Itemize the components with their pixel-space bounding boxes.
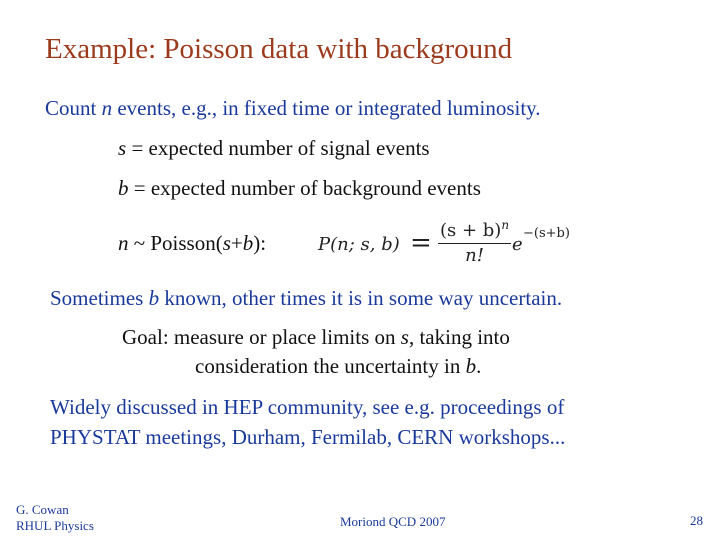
poisson-post: ): xyxy=(253,231,267,255)
slide-title: Example: Poisson data with background xyxy=(45,33,513,65)
goal-line-2 xyxy=(195,354,481,379)
var-b4: b xyxy=(465,354,477,378)
goal-line-1-pre: Goal: measure or place limits on xyxy=(122,325,401,349)
footer-author-name: G. Cowan xyxy=(16,502,69,517)
line-b-uncertain xyxy=(50,286,562,311)
line-signal-text: = expected number of signal events xyxy=(126,136,430,160)
line-count-events-pre: Count xyxy=(45,96,102,120)
formula-numerator-base: (s + b) xyxy=(440,220,502,241)
formula-numerator-exp: n xyxy=(501,218,510,232)
poisson-mid1: ~ Poisson( xyxy=(128,231,223,255)
var-b3: b xyxy=(148,286,160,310)
line-b-uncertain-post: known, other times it is in some way uncertain. xyxy=(159,286,563,310)
formula-exp-base: e xyxy=(512,234,523,255)
goal-line-1 xyxy=(122,325,510,350)
line-count-events xyxy=(45,96,541,121)
var-n2: n xyxy=(118,231,129,255)
formula-equals: = xyxy=(410,228,432,258)
var-s3: s xyxy=(400,325,409,349)
var-b: b xyxy=(118,176,129,200)
line-b-uncertain-pre: Sometimes xyxy=(50,286,149,310)
goal-line-1-post: , taking into xyxy=(408,325,510,349)
poisson-plus: + xyxy=(230,231,243,255)
formula-exp-power: −(s+b) xyxy=(523,226,570,241)
var-n: n xyxy=(101,96,113,120)
fraction-bar xyxy=(438,243,511,244)
footer-page-number: 28 xyxy=(690,513,703,528)
formula-lhs: P(n; s, b) xyxy=(318,234,400,255)
formula-numerator xyxy=(438,218,511,241)
footer-author-affiliation: RHUL Physics xyxy=(16,518,94,533)
line-poisson-def xyxy=(118,231,266,256)
formula-fraction xyxy=(438,218,511,266)
var-s: s xyxy=(118,136,127,160)
footer-event: Moriond QCD 2007 xyxy=(340,514,446,529)
goal-line-2-pre: consideration the uncertainty in xyxy=(195,354,466,378)
var-s2: s xyxy=(222,231,231,255)
line-background-def xyxy=(118,176,481,201)
footer-author xyxy=(16,502,94,534)
var-b2: b xyxy=(242,231,254,255)
goal-line-2-post: . xyxy=(476,354,482,378)
line-signal-def xyxy=(118,136,430,161)
formula-denominator: n! xyxy=(465,245,484,266)
line-count-events-post: events, e.g., in fixed time or integrated luminosity. xyxy=(112,96,541,120)
line-phystat: PHYSTAT meetings, Durham, Fermilab, CERN workshops... xyxy=(50,425,566,449)
line-widely-discussed: Widely discussed in HEP community, see e.g. proceedings of xyxy=(50,395,565,419)
line-background-text: = expected number of background events xyxy=(128,176,481,200)
